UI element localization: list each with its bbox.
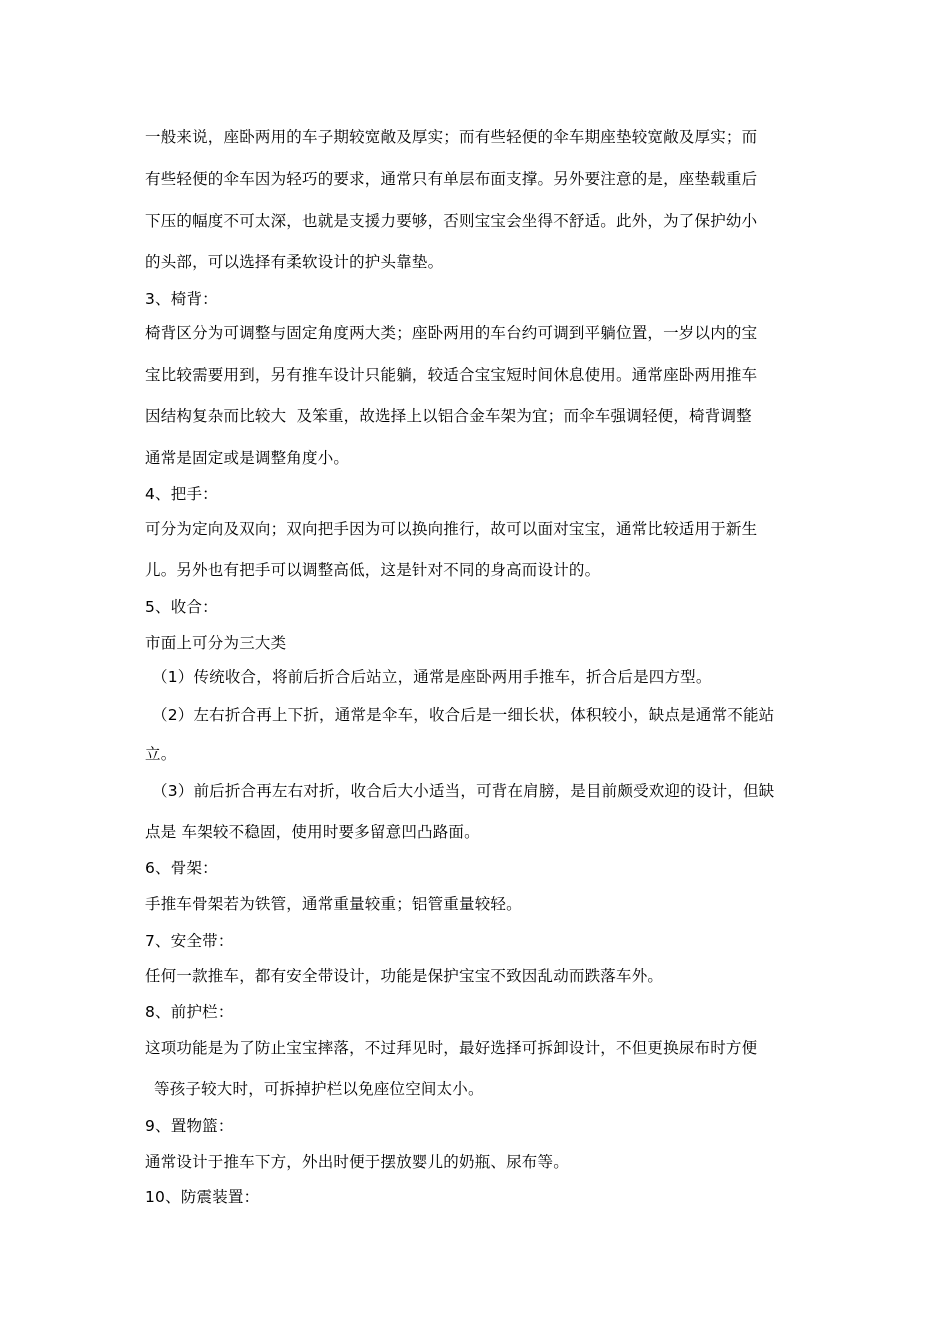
paragraph-line: 立。 — [145, 745, 177, 763]
list-item: （1）传统收合，将前后折合后站立，通常是座卧两用手推车，折合后是四方型。 — [152, 668, 712, 686]
paragraph-line: 通常设计于推车下方，外出时便于摆放婴儿的奶瓶、尿布等。 — [145, 1153, 569, 1171]
paragraph-line: 因结构复杂而比较大 及笨重，故选择上以铝合金车架为宜；而伞车强调轻便，椅背调整 — [145, 407, 752, 425]
section-heading: 4、把手： — [145, 485, 218, 503]
paragraph-line: 这项功能是为了防止宝宝摔落，不过拜见时，最好选择可拆卸设计，不但更换尿布时方便 — [145, 1039, 758, 1057]
paragraph-line: 的头部，可以选择有柔软设计的护头靠垫。 — [145, 253, 444, 271]
section-heading: 9、置物篮： — [145, 1117, 234, 1135]
section-heading: 7、安全带： — [145, 932, 234, 950]
section-heading: 10、防震装置： — [145, 1188, 260, 1206]
paragraph-line: 手推车骨架若为铁管，通常重量较重；铝管重量较轻。 — [145, 895, 522, 913]
section-heading: 3、椅背： — [145, 290, 218, 308]
paragraph-line: 市面上可分为三大类 — [145, 634, 287, 652]
paragraph-line: 宝比较需要用到，另有推车设计只能躺，较适合宝宝短时间休息使用。通常座卧两用推车 — [145, 366, 758, 384]
paragraph-line: 儿。另外也有把手可以调整高低，这是针对不同的身高而设计的。 — [145, 561, 601, 579]
list-item: （3）前后折合再左右对折，收合后大小适当，可背在肩膀，是目前颇受欢迎的设计，但缺 — [152, 782, 775, 800]
list-item: （2）左右折合再上下折，通常是伞车，收合后是一细长状，体积较小，缺点是通常不能站 — [152, 706, 775, 724]
paragraph-line: 等孩子较大时，可拆掉护栏以免座位空间太小。 — [154, 1080, 484, 1098]
paragraph-line: 任何一款推车，都有安全带设计，功能是保护宝宝不致因乱动而跌落车外。 — [145, 967, 664, 985]
section-heading: 5、收合： — [145, 598, 218, 616]
paragraph-line: 点是 车架较不稳固，使用时要多留意凹凸路面。 — [145, 823, 480, 841]
section-heading: 8、前护栏： — [145, 1003, 234, 1021]
paragraph-line: 通常是固定或是调整角度小。 — [145, 449, 350, 467]
paragraph-line: 下压的幅度不可太深，也就是支援力要够，否则宝宝会坐得不舒适。此外，为了保护幼小 — [145, 212, 758, 230]
paragraph-line: 一般来说，座卧两用的车子期较宽敞及厚实；而有些轻便的伞车期座垫较宽敞及厚实；而 — [145, 128, 758, 146]
section-heading: 6、骨架： — [145, 859, 218, 877]
paragraph-line: 椅背区分为可调整与固定角度两大类；座卧两用的车台约可调到平躺位置，一岁以内的宝 — [145, 324, 758, 342]
paragraph-line: 可分为定向及双向；双向把手因为可以换向推行，故可以面对宝宝，通常比较适用于新生 — [145, 520, 758, 538]
paragraph-line: 有些轻便的伞车因为轻巧的要求，通常只有单层布面支撑。另外要注意的是，座垫载重后 — [145, 170, 758, 188]
